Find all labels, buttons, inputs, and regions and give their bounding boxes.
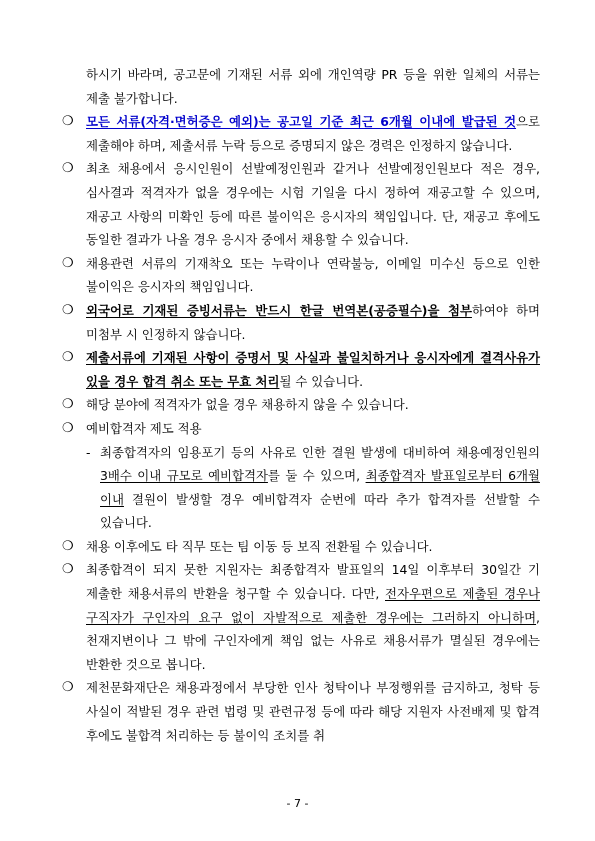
- paragraph-text: 채용관련 서류의 기재착오 또는 누락이나 연락불능, 이메일 미수신 등으로 인한 불이익은 응시자의 책임입니다.: [86, 255, 540, 295]
- circle-bullet-icon: ❍: [62, 562, 74, 578]
- bullet-paragraph: [60, 393, 540, 417]
- bullet-paragraph: [60, 417, 540, 441]
- emphasized-text: 제출서류에 기재된 사항이 증명서 및 사실과 불일치하거나 응시자에게 결격사유가 있을 경우 합격 취소 또는 무효 처리: [86, 350, 540, 389]
- paragraph-text: 하여야 하며 미첨부 시 인정하지 않습니다.: [86, 302, 540, 342]
- circle-bullet-icon: ❍: [62, 161, 74, 177]
- paragraph-text: 예비합격자 제도 적용: [86, 420, 202, 436]
- emphasized-text: 3배수 이내 규모로 예비합격자: [100, 468, 268, 484]
- emphasized-text: 모든 서류(자격·면허증은 예외)는 공고일 기준 최근 6개월 이내에 발급된 것: [86, 114, 517, 130]
- circle-bullet-icon: ❍: [62, 538, 74, 554]
- bullet-paragraph: [60, 299, 540, 346]
- circle-bullet-icon: ❍: [62, 420, 74, 436]
- paragraph-text: 채용 이후에도 타 직무 또는 팀 이동 등 보직 전환될 수 있습니다.: [86, 538, 433, 554]
- paragraph-text: 최종합격자의 임용포기 등의 사유로 인한 결원 발생에 대비하여 채용예정인원의: [100, 444, 540, 460]
- paragraph-text: 제천문화재단은 채용과정에서 부당한 인사 청탁이나 부정행위를 금지하고, 청탁 등 사실이 적발된 경우 관련 법령 및 관련규정 등에 따라 해당 지원자 사전배제 및 합격 후에도 불합격 처리하는 등 불이익 조치를 취: [86, 680, 540, 743]
- circle-bullet-icon: ❍: [62, 350, 74, 366]
- bullet-paragraph: [60, 535, 540, 559]
- emphasized-text: 전자우편으로 제출된 경우나 구직자가 구인자의 요구 없이 자발적으로 제출한 경우에는 그러하지 아니하며: [86, 586, 540, 625]
- paragraph-text: 될 수 있습니다.: [279, 373, 364, 389]
- paragraph-text: 최종합격이 되지 못한 지원자는 최종합격자 발표일의 14일 이후부터 30일간 기 제출한 채용서류의 반환을 청구할 수 있습니다. 다만,: [86, 562, 540, 602]
- paragraph-text: 최초 채용에서 응시인원이 선발예정인원과 같거나 선발예정인원보다 적은 경우, 심사결과 적격자가 없을 경우에는 시험 기일을 다시 정하여 재공고할 수 있으며, 재공고 사항의 미확인 등에 따른 불이익은 응시자의 책임입니다. 단, 재공고 후에도 동일한 결과가 나올 경우 응시자 중에서 채용할 수 있습니다.: [86, 161, 540, 248]
- bullet-paragraph: [60, 252, 540, 299]
- dash-sub-paragraph: [60, 441, 540, 535]
- bullet-paragraph: [60, 110, 540, 157]
- dash-marker: -: [86, 444, 91, 460]
- continued-paragraph: [60, 63, 540, 110]
- paragraph-text: 를 둘 수 있으며,: [267, 468, 366, 484]
- paragraph-text: , 천재지변이나 그 밖에 구인자에게 책임 없는 사유로 채용서류가 멸실된 경우에는 반환한 것으로 봅니다.: [86, 609, 540, 672]
- circle-bullet-icon: ❍: [62, 397, 74, 413]
- document-body: [60, 63, 540, 747]
- bullet-paragraph: [60, 157, 540, 251]
- paragraph-text: 해당 분야에 적격자가 없을 경우 채용하지 않을 수 있습니다.: [86, 397, 409, 413]
- paragraph-text: 하시기 바라며, 공고문에 기재된 서류 외에 개인역량 PR 등을 위한 일체의 서류는 제출 불가합니다.: [86, 67, 540, 106]
- paragraph-text: 결원이 발생할 경우 예비합격자 순번에 따라 추가 합격자를 선발할 수 있습니다.: [100, 491, 540, 531]
- circle-bullet-icon: ❍: [62, 302, 74, 318]
- emphasized-text: 외국어로 기재된 증빙서류는 반드시 한글 번역본(공증필수)을 첨부: [86, 302, 472, 318]
- circle-bullet-icon: ❍: [62, 680, 74, 696]
- bullet-paragraph: [60, 558, 540, 676]
- circle-bullet-icon: ❍: [62, 255, 74, 271]
- bullet-paragraph: [60, 346, 540, 393]
- bullet-paragraph: [60, 676, 540, 747]
- paragraph-text: 으로 제출해야 하며, 제출서류 누락 등으로 증명되지 않은 경력은 인정하지 않습니다.: [86, 114, 540, 153]
- emphasized-text: 최종합격자 발표일로부터 6개월 이내: [100, 468, 540, 507]
- circle-bullet-icon: ❍: [62, 114, 74, 130]
- page-number: - 7 -: [286, 797, 309, 810]
